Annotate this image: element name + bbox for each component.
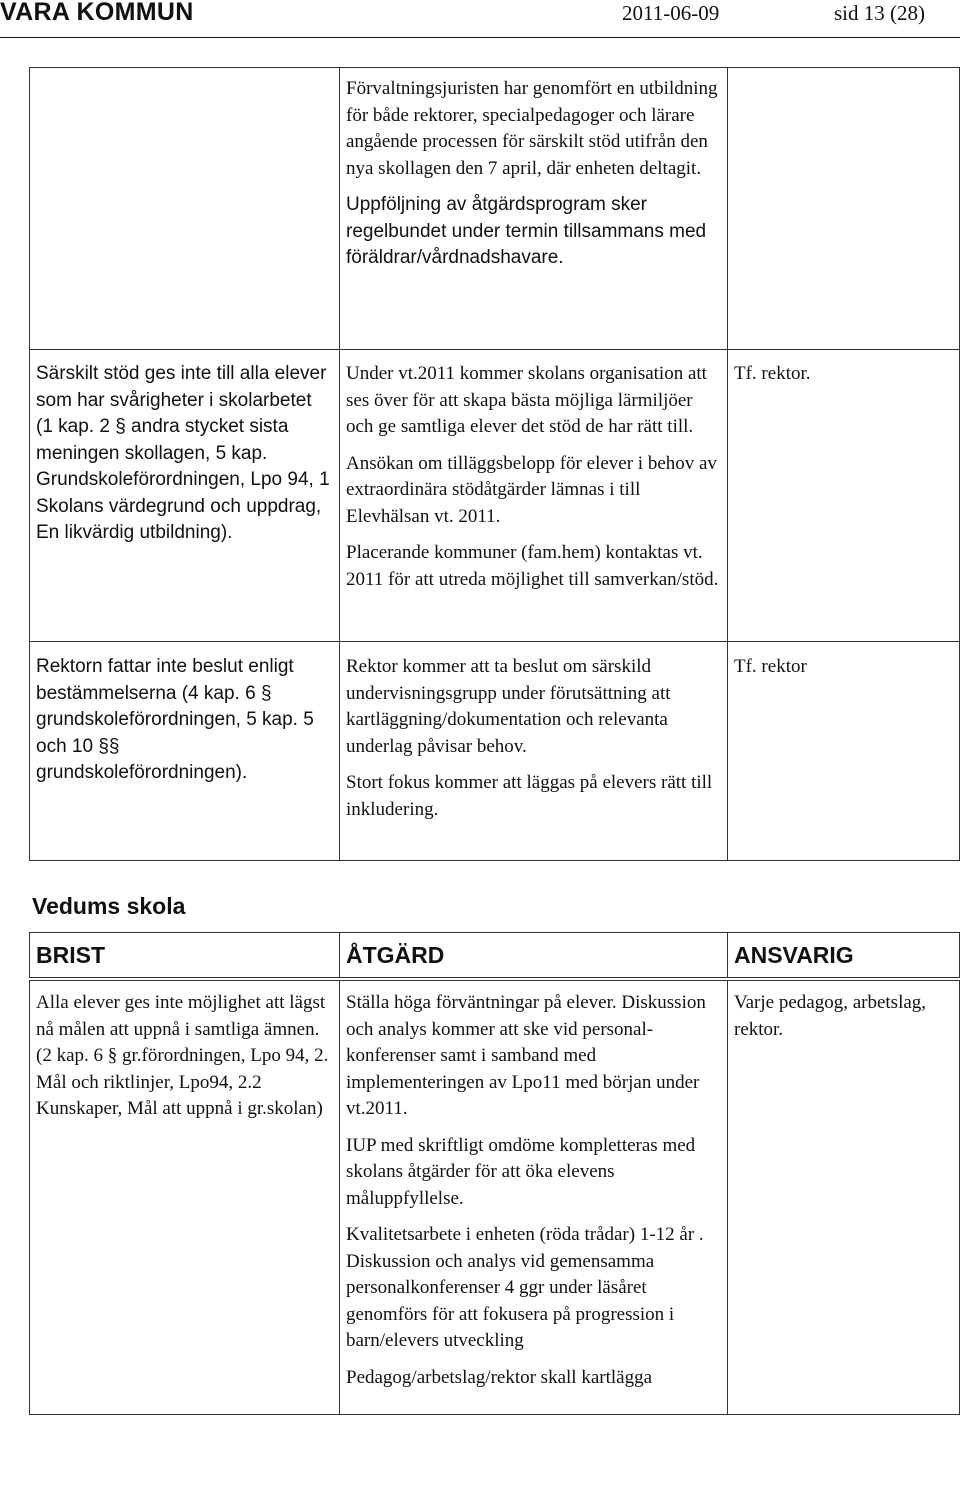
atgard-cell [340,981,728,1415]
vedums-header-table [29,932,960,978]
ansvarig-cell [728,642,960,861]
action-paragraph: Placerande kommuner (fam.hem) kontaktas vt. 2011 för att utreda möjlighet till samverkan/stöd. [346,542,719,590]
measures-table-continued [29,67,960,861]
action-paragraph: IUP med skriftligt omdöme kompletteras med skolans åtgärder för att öka elevens måluppfyllelse. [346,1134,696,1209]
brist-text: Alla elever ges inte möjlighet att lägst nå målen att uppnå i samtliga ämnen. (2 kap. 6 § gr.förordningen, Lpo 94, 2. Mål och riktlinjer, Lpo94, 2.2 Kunskaper, Mål att uppnå i gr.skolan) [36,992,329,1119]
action-paragraph: Rektor kommer att ta beslut om särskild undervisningsgrupp under förutsättning att kartläggning/dokumentation och relevanta underlag påvisar behov. [346,656,671,757]
action-paragraph: Ställa höga förväntningar på elever. Diskussion och analys kommer att ske vid personal-konferenser samt i samband med implementeringen av Lpo11 med början under vt.2011. [346,992,706,1119]
table-row [30,642,960,861]
atgard-cell [340,350,728,642]
ansvarig-cell [728,68,960,350]
brist-text: Särskilt stöd ges inte till alla elever som har svårigheter i skolarbetet (1 kap. 2 § andra stycket sista meningen skollagen, 5 kap. Grundskoleförordningen, Lpo 94, 1 Skolans värdegrund och uppdrag, En likvärdig utbildning). [36,363,330,543]
header-brist: BRIST [30,933,340,978]
ansvarig-text: Tf. rektor [734,656,807,677]
brist-cell [30,642,340,861]
ansvarig-text: Tf. rektor. [734,363,811,384]
action-paragraph: Ansökan om tilläggsbelopp för elever i behov av extraordinära stödåtgärder lämnas i till Elevhälsan vt. 2011. [346,452,717,527]
atgard-cell [340,68,728,350]
brist-cell [30,350,340,642]
vedums-measures-table [29,980,960,1415]
header-atgard: ÅTGÄRD [340,933,728,978]
ansvarig-cell [728,981,960,1415]
table-row [30,350,960,642]
ansvarig-text: Varje pedagog, arbetslag, rektor. [734,992,927,1040]
brist-cell [30,68,340,350]
page-number: sid 13 (28) [834,1,925,25]
municipality-name: VARA KOMMUN [0,0,194,26]
header-rule [0,37,960,38]
header-ansvarig: ANSVARIG [728,933,960,978]
action-paragraph: Pedagog/arbetslag/rektor skall kartlägga [346,1366,653,1388]
section-title: Vedums skola [32,893,186,919]
atgard-cell [340,642,728,861]
action-paragraph: Förvaltningsjuristen har genomfört en utbildning för både rektorer, specialpedagoger och lärare angående processen för särskilt stöd utifrån den nya skollagen den 7 april, där enheten deltagit. [346,78,718,179]
action-paragraph: Uppföljning av åtgärdsprogram sker regelbundet under termin tillsammans med föräldrar/vårdnadshavare. [346,194,707,268]
brist-cell [30,981,340,1415]
document-date: 2011-06-09 [622,1,720,25]
page-header [0,0,960,40]
table-row [30,981,960,1415]
action-paragraph: Under vt.2011 kommer skolans organisation att ses över för att skapa bästa möjliga lärmiljöer och ge samtliga elever det stöd de har rätt till. [346,363,707,437]
action-paragraph: Kvalitetsarbete i enheten (röda trådar) 1-12 år . Diskussion och analys vid gemensamma personalkonferenser 4 ggr under läsåret genomförs för att fokusera på progression i barn/elevers utveckling [346,1224,704,1351]
header-row [30,933,960,978]
brist-text: Rektorn fattar inte beslut enligt bestämmelserna (4 kap. 6 § grundskoleförordningen, 5 kap. 5 och 10 §§ grundskoleförordningen). [36,656,314,783]
action-paragraph: Stort fokus kommer att läggas på elevers rätt till inkludering. [346,772,713,820]
ansvarig-cell [728,350,960,642]
table-row [30,68,960,350]
